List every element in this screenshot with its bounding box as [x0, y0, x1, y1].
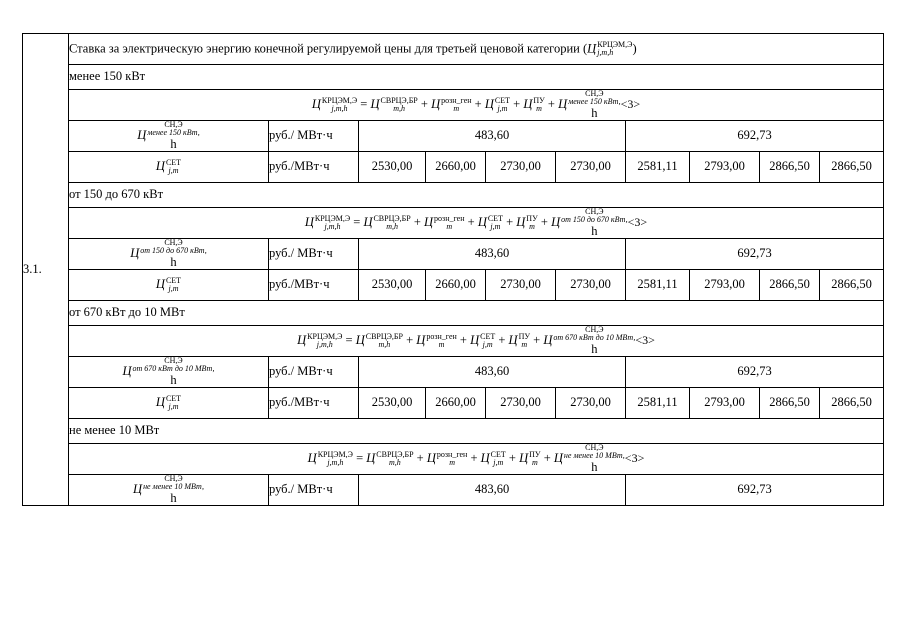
header-close: )	[632, 40, 637, 55]
section-title-row	[23, 301, 884, 326]
sne-label	[69, 239, 269, 270]
sne-label	[69, 475, 269, 506]
formula-cell	[69, 326, 884, 357]
formula-plus: +	[413, 214, 421, 229]
formula-rozn-sup: розн_ген	[434, 213, 465, 223]
formula-sne	[551, 207, 628, 238]
section-title: не менее 10 МВт	[69, 419, 884, 444]
set-value: 2581,11	[626, 152, 690, 183]
formula-svrce-sub: m,h	[386, 222, 398, 231]
sne-symbol	[137, 120, 200, 151]
formula-svrce-symbol: Ц	[366, 450, 376, 465]
sne-symbol-sub: от 670 кВт до 10 МВт,	[132, 364, 215, 374]
sne-unit: руб./ МВт·ч	[269, 475, 359, 506]
formula-svrce-symbol: Ц	[355, 332, 365, 347]
section-title-row	[23, 419, 884, 444]
formula-sne	[543, 325, 636, 356]
section-title: от 670 кВт до 10 МВт	[69, 301, 884, 326]
formula-svrce	[356, 333, 403, 347]
sne-symbol-sub-h: h	[170, 490, 177, 505]
formula-plus: +	[467, 214, 475, 229]
formula-plus: +	[540, 214, 548, 229]
formula-krcem-symbol: Ц	[304, 214, 314, 229]
sne-symbol-sub-h: h	[170, 254, 177, 269]
formula-set-symbol: Ц	[484, 96, 494, 111]
formula-pu	[516, 215, 537, 229]
formula-plus: +	[470, 450, 478, 465]
set-value: 2530,00	[359, 152, 426, 183]
sne-symbol-symbol: Ц	[137, 127, 147, 142]
formula-svrce	[363, 215, 410, 229]
sne-row	[23, 357, 884, 388]
section-title: от 150 до 670 кВт	[69, 183, 884, 208]
sne-value: 483,60	[359, 357, 626, 388]
set-value: 2660,00	[426, 388, 486, 419]
formula-sne-symbol: Ц	[553, 450, 563, 465]
formula-rozn	[431, 97, 471, 111]
set-unit: руб./МВт·ч	[269, 388, 359, 419]
sne-value: 692,73	[626, 475, 884, 506]
formula-rozn	[416, 333, 456, 347]
formula-svrce	[366, 451, 413, 465]
formula-set-symbol: Ц	[477, 214, 487, 229]
formula-svrce-symbol: Ц	[363, 214, 373, 229]
formula-pu-symbol: Ц	[519, 450, 529, 465]
set-value: 2866,50	[760, 388, 820, 419]
formula-eq: =	[360, 96, 368, 111]
set-symbol-sub: j,m	[168, 166, 179, 175]
formula-krcem-sub: j,m,h	[331, 104, 348, 113]
sne-row	[23, 239, 884, 270]
formula-pu-sup: ПУ	[533, 95, 545, 105]
formula-rozn-symbol: Ц	[426, 450, 436, 465]
section-title-row	[23, 65, 884, 90]
formula-pu-symbol: Ц	[508, 332, 518, 347]
formula-cell	[69, 90, 884, 121]
formula-krcem	[305, 215, 350, 229]
formula-plus: +	[416, 450, 424, 465]
formula-plus: +	[420, 96, 428, 111]
set-row	[23, 152, 884, 183]
formula-row	[23, 444, 884, 475]
set-value: 2530,00	[359, 270, 426, 301]
formula-pu-sup: ПУ	[518, 331, 531, 341]
set-value: 2730,00	[486, 388, 556, 419]
set-symbol-symbol: Ц	[155, 276, 165, 291]
sne-symbol-sup: СН,Э	[164, 356, 183, 366]
formula-krcem	[312, 97, 357, 111]
formula-pu	[519, 451, 540, 465]
formula-krcem-symbol: Ц	[311, 96, 321, 111]
formula-svrce-sub: m,h	[389, 458, 401, 467]
set-symbol-symbol: Ц	[155, 158, 165, 173]
sne-symbol-symbol: Ц	[122, 363, 132, 378]
formula-svrce-sub: m,h	[393, 104, 406, 113]
sne-value: 483,60	[359, 475, 626, 506]
formula-svrce-sup: СВРЦЭ,БР	[376, 449, 414, 459]
set-value: 2793,00	[690, 152, 760, 183]
formula-pu-sup: ПУ	[529, 449, 541, 459]
formula-pu-sub: m	[536, 104, 542, 113]
formula-row	[23, 326, 884, 357]
formula-sne-symbol: Ц	[551, 214, 561, 229]
formula-krcem-sup: КРЦЭМ,Э	[321, 95, 358, 105]
set-value: 2530,00	[359, 388, 426, 419]
set-value: 2660,00	[426, 152, 486, 183]
formula-set-sup: СЕТ	[487, 213, 503, 223]
set-symbol	[156, 159, 181, 173]
formula-ref-note: <3>	[635, 332, 655, 347]
set-value: 2730,00	[486, 270, 556, 301]
sne-symbol-sup: СН,Э	[164, 474, 183, 484]
sne-symbol	[130, 238, 207, 269]
header-row	[23, 34, 884, 65]
set-symbol-sup: СЕТ	[165, 393, 182, 403]
sne-row	[23, 121, 884, 152]
formula-set-sub: j,m	[493, 458, 504, 467]
formula-sne-sub: не менее 10 МВт,	[563, 451, 625, 461]
formula-pu	[509, 333, 530, 347]
set-symbol-sup: СЕТ	[165, 157, 182, 167]
set-symbol-symbol: Ц	[155, 394, 165, 409]
formula-sne-sub: от 670 кВт до 10 МВт,	[553, 333, 636, 343]
formula-rozn	[424, 215, 464, 229]
formula-plus: +	[533, 332, 541, 347]
formula-plus: +	[543, 450, 551, 465]
set-symbol	[156, 395, 181, 409]
formula-set-sup: СЕТ	[480, 331, 496, 341]
formula-row	[23, 90, 884, 121]
sne-label	[69, 121, 269, 152]
formula-svrce-symbol: Ц	[370, 96, 380, 111]
formula-plus: +	[459, 332, 467, 347]
formula-eq: =	[353, 214, 361, 229]
set-value: 2866,50	[820, 270, 884, 301]
header-sub: j,m,h	[597, 48, 614, 57]
formula-eq: =	[345, 332, 353, 347]
formula-krcem-sup: КРЦЭМ,Э	[317, 449, 353, 459]
formula-krcem-sup: КРЦЭМ,Э	[307, 331, 343, 341]
set-row	[23, 270, 884, 301]
set-symbol	[156, 277, 181, 291]
sne-value: 692,73	[626, 239, 884, 270]
sne-symbol-sub: менее 150 кВт,	[147, 128, 200, 138]
set-value: 2581,11	[626, 388, 690, 419]
formula-pu-sub: m	[529, 222, 535, 231]
formula-cell	[69, 444, 884, 475]
formula-set	[478, 215, 503, 229]
formula-set	[485, 97, 510, 111]
formula-krcem-sup: КРЦЭМ,Э	[314, 213, 351, 223]
set-value: 2866,50	[820, 152, 884, 183]
sne-label	[69, 357, 269, 388]
sne-value: 483,60	[359, 121, 626, 152]
formula-plus: +	[513, 96, 521, 111]
set-label	[69, 388, 269, 419]
formula-plus: +	[506, 214, 514, 229]
formula-sne-sup: СН,Э	[585, 443, 604, 453]
formula-rozn-symbol: Ц	[424, 214, 434, 229]
sne-unit: руб./ МВт·ч	[269, 121, 359, 152]
sne-symbol-sub-h: h	[170, 136, 177, 151]
set-value: 2793,00	[690, 270, 760, 301]
formula-svrce-sup: СВРЦЭ,БР	[373, 213, 411, 223]
formula-plus: +	[474, 96, 482, 111]
formula-sne-sub-h: h	[591, 223, 598, 238]
header-cell	[69, 34, 884, 65]
set-value: 2793,00	[690, 388, 760, 419]
tariff-table	[22, 33, 884, 506]
set-value: 2581,11	[626, 270, 690, 301]
sne-symbol-sub: не менее 10 МВт,	[143, 482, 204, 492]
formula-row	[23, 208, 884, 239]
formula-sne-sub-h: h	[591, 459, 598, 474]
formula-ref-note: <3>	[624, 450, 645, 465]
set-label	[69, 152, 269, 183]
formula-krcem-sub: j,m,h	[327, 458, 344, 467]
formula-krcem-symbol: Ц	[307, 450, 317, 465]
formula-set-sup: СЕТ	[494, 95, 510, 105]
sne-symbol	[133, 474, 204, 505]
formula-rozn-sub: m	[453, 104, 460, 113]
formula-plus: +	[547, 96, 555, 111]
formula-rozn-sub: m	[449, 458, 455, 467]
header-text: Ставка за электрическую энергию конечной регулируемой цены для третьей ценовой категории (	[69, 40, 588, 55]
formula-krcem-sub: j,m,h	[316, 340, 333, 349]
formula-eq: =	[356, 450, 364, 465]
sne-value: 692,73	[626, 121, 884, 152]
formula-svrce-sup: СВРЦЭ,БР	[380, 95, 418, 105]
set-value: 2660,00	[426, 270, 486, 301]
formula-sne-sub-h: h	[591, 105, 598, 120]
formula-plus: +	[406, 332, 414, 347]
set-value: 2730,00	[556, 152, 626, 183]
formula-rozn-symbol: Ц	[416, 332, 426, 347]
formula-pu	[523, 97, 544, 111]
formula-rozn-symbol: Ц	[431, 96, 441, 111]
formula-set-sub: j,m	[482, 340, 493, 349]
formula-pu-sub: m	[531, 458, 538, 467]
formula-rozn-sub: m	[438, 340, 445, 349]
sne-symbol-symbol: Ц	[130, 245, 140, 260]
formula-svrce-sub: m,h	[378, 340, 391, 349]
formula-ref-note: <3>	[620, 96, 641, 111]
set-value: 2730,00	[486, 152, 556, 183]
section-title-row	[23, 183, 884, 208]
item-number: 3.1.	[23, 34, 69, 506]
sne-symbol-sub: от 150 до 670 кВт,	[140, 246, 207, 256]
section-title: менее 150 кВт	[69, 65, 884, 90]
set-value: 2866,50	[760, 152, 820, 183]
set-row	[23, 388, 884, 419]
formula-plus: +	[508, 450, 516, 465]
set-value: 2866,50	[820, 388, 884, 419]
sne-unit: руб./ МВт·ч	[269, 239, 359, 270]
formula-set-symbol: Ц	[480, 450, 490, 465]
formula-pu-symbol: Ц	[523, 96, 533, 111]
formula-set-sub: j,m	[490, 222, 501, 231]
set-symbol-sub: j,m	[168, 402, 179, 411]
formula-set-sub: j,m	[497, 104, 508, 113]
formula-krcem	[308, 451, 353, 465]
formula-sne-sub: менее 150 кВт,	[568, 97, 621, 107]
sne-symbol	[122, 356, 215, 387]
set-label	[69, 270, 269, 301]
formula-set-sup: СЕТ	[490, 449, 506, 459]
formula-sne-sub: от 150 до 670 кВт,	[561, 215, 628, 225]
formula-rozn	[427, 451, 467, 465]
header-symbol: Ц	[587, 40, 597, 55]
set-value: 2730,00	[556, 270, 626, 301]
formula-set	[470, 333, 495, 347]
formula-plus: +	[498, 332, 506, 347]
formula-sne-sup: СН,Э	[585, 89, 604, 99]
set-symbol-sub: j,m	[168, 284, 179, 293]
formula-sne-sub-h: h	[591, 341, 598, 356]
formula-rozn-sub: m	[446, 222, 453, 231]
formula-krcem	[297, 333, 342, 347]
sne-symbol-sup: СН,Э	[164, 238, 183, 248]
sne-row	[23, 475, 884, 506]
sne-symbol-sup: СН,Э	[164, 120, 183, 130]
set-unit: руб./МВт·ч	[269, 270, 359, 301]
set-value: 2866,50	[760, 270, 820, 301]
formula-sne	[558, 89, 621, 120]
formula-sne-sup: СН,Э	[585, 325, 604, 335]
sne-unit: руб./ МВт·ч	[269, 357, 359, 388]
set-symbol-sup: СЕТ	[165, 275, 182, 285]
formula-krcem-symbol: Ц	[297, 332, 307, 347]
sne-value: 483,60	[359, 239, 626, 270]
set-value: 2730,00	[556, 388, 626, 419]
formula-pu-symbol: Ц	[516, 214, 526, 229]
formula-ref-note: <3>	[627, 214, 648, 229]
formula-rozn-sup: розн_ген	[436, 449, 468, 459]
formula-set	[481, 451, 506, 465]
sne-symbol-symbol: Ц	[133, 481, 143, 496]
formula-cell	[69, 208, 884, 239]
sne-symbol-sub-h: h	[170, 372, 177, 387]
formula-sne-sup: СН,Э	[585, 207, 604, 217]
formula-svrce-sup: СВРЦЭ,БР	[365, 331, 403, 341]
formula-sne	[553, 443, 625, 474]
header-sup: КРЦЭМ,Э	[597, 39, 633, 49]
formula-rozn-sup: розн_ген	[441, 95, 472, 105]
formula-pu-sup: ПУ	[526, 213, 538, 223]
sne-value: 692,73	[626, 357, 884, 388]
formula-svrce	[370, 97, 417, 111]
formula-pu-sub: m	[521, 340, 528, 349]
formula-sne-symbol: Ц	[543, 332, 553, 347]
formula-krcem-sub: j,m,h	[324, 222, 341, 231]
formula-set-symbol: Ц	[470, 332, 480, 347]
formula-rozn-sup: розн_ген	[426, 331, 457, 341]
formula-sne-symbol: Ц	[558, 96, 568, 111]
set-unit: руб./МВт·ч	[269, 152, 359, 183]
